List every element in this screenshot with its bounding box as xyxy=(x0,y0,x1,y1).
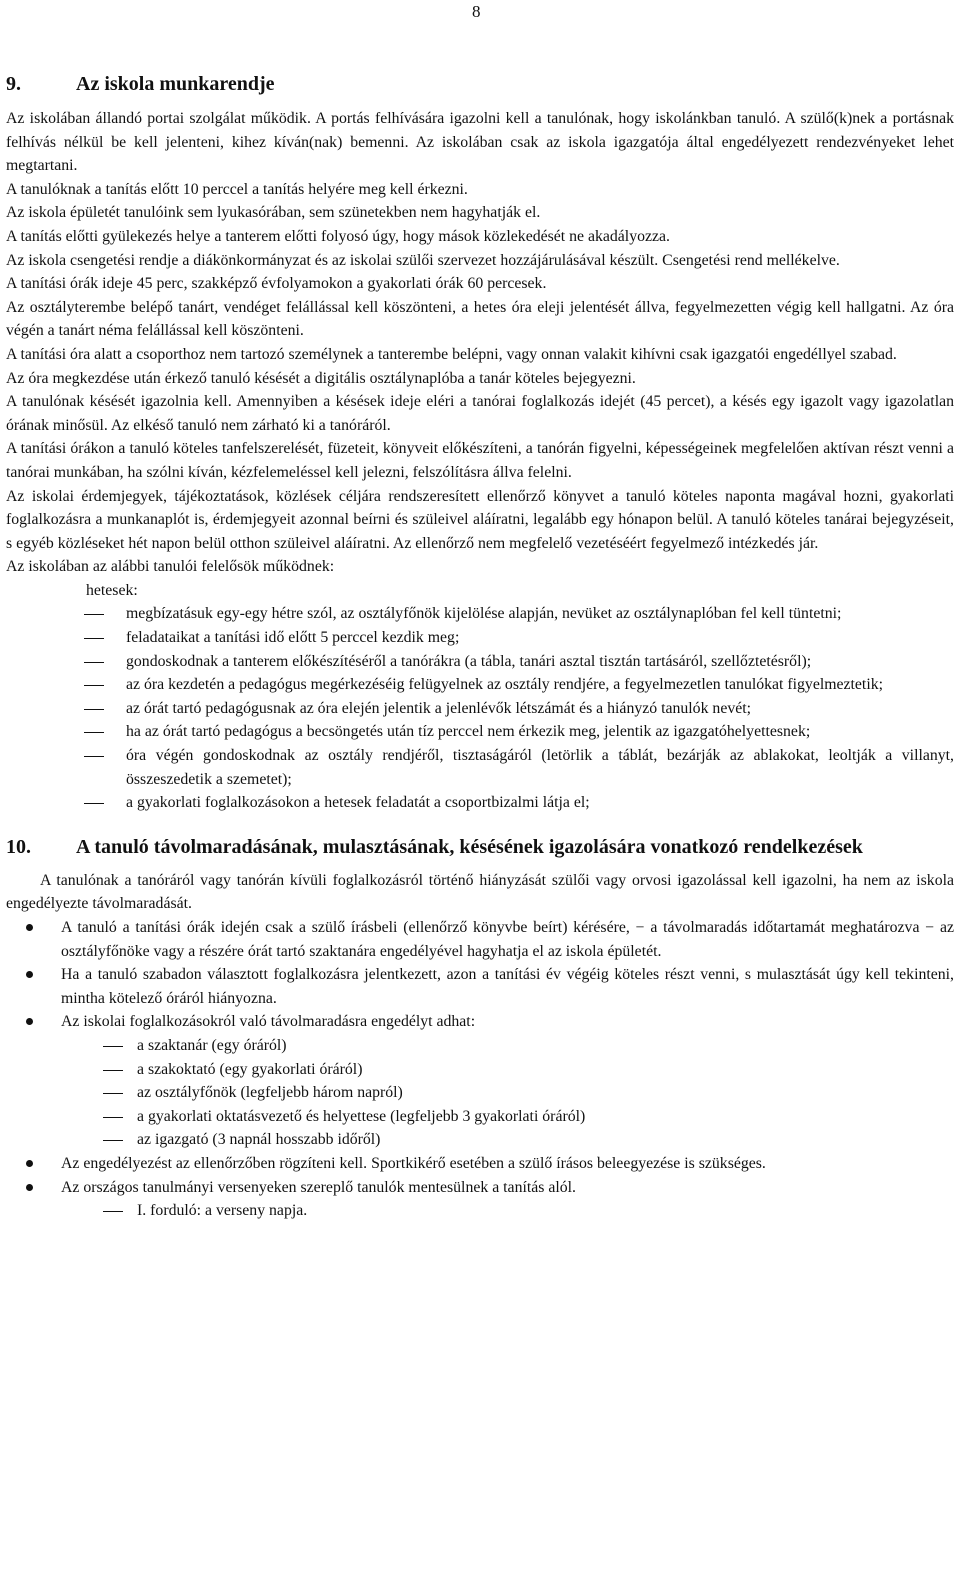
hetesek-label: hetesek: xyxy=(86,581,138,599)
paragraph: A tanítási órákon a tanuló köteles tanfelszerelését, füzeteit, könyveit előkészíteni, a tanórán figyelni, képességeinek megfelelően aktívan részt venni a tanórai munkában, ha szólni kíván, kézfelemeléssel kell jelezni, felszólításra állva felelni. xyxy=(6,440,954,481)
bullet-item xyxy=(6,963,954,1010)
bullet-item xyxy=(6,916,954,963)
list-item: az órát tartó pedagógusnak az óra elején jelentik a jelenlévők létszámát és a hiányzó tanulók nevét; xyxy=(78,697,954,721)
paragraph: Az óra megkezdése után érkező tanuló késését a digitális osztálynaplóba a tanár köteles bejegyezni. xyxy=(6,369,636,387)
paragraph: Az iskolai érdemjegyek, tájékoztatások, közlések céljára rendszeresített ellenőrző könyvet a tanuló köteles naponta magával hozni, gyakorlati foglalkozásra a munkanaplót is, érdemjegyeit azonnal beírni és szüleivel aláíratni, legalább egy hónapon belül. A tanuló köteles tanárai bejegyzéseit, s egyéb közléseket hét napon belül otthon szüleivel aláíratni. Az ellenőrző nem megfelelő vezetéséért fegyelmező intézkedés jár. xyxy=(6,487,954,552)
bullet-text: Az országos tanulmányi versenyeken szereplő tanulók mentesülnek a tanítás alól. xyxy=(61,1178,576,1196)
paragraph: A tanulóknak a tanítás előtt 10 perccel a tanítás helyére meg kell érkezni. xyxy=(6,180,468,198)
permission-list xyxy=(53,1034,954,1152)
list-item: óra végén gondoskodnak az osztály rendjéről, tisztaságáról (letörlik a táblát, bezárják az ablakokat, leoltják a villanyt, összeszedetik a szemetet); xyxy=(78,744,954,791)
bullet-text: Az engedélyezést az ellenőrzőben rögzíteni kell. Sportkikérő esetében a szülő írásos beleegyezése is szükséges. xyxy=(61,1154,766,1172)
section-9-title: Az iskola munkarendje xyxy=(76,73,275,95)
list-item: az igazgató (3 napnál hosszabb időről) xyxy=(97,1128,954,1152)
paragraph: A tanítás előtti gyülekezés helye a tanterem előtti folyosó úgy, hogy mások közlekedését ne akadályozza. xyxy=(6,227,670,245)
paragraph: Az iskolában az alábbi tanulói felelősök működnek: xyxy=(6,558,335,576)
section-9-heading xyxy=(6,70,954,98)
bullet-text: Ha a tanuló szabadon választott foglalkozásra jelentkezett, azon a tanítási év végéig köteles részt venni, s mulasztását úgy kell tekinteni, mintha kötelező óráról hiányozna. xyxy=(61,966,954,1007)
section-10-number: 10. xyxy=(6,835,31,858)
list-item: feladataikat a tanítási idő előtt 5 perccel kezdik meg; xyxy=(78,626,954,650)
list-item: megbízatásuk egy-egy hétre szól, az osztályfőnök kijelölése alapján, nevüket az osztálynaplóban fel kell tüntetni; xyxy=(78,602,954,626)
section-9-number: 9. xyxy=(6,73,21,95)
section-10-bullets xyxy=(6,916,954,1223)
bullet-item xyxy=(6,1176,954,1223)
bullet-text: Az iskolai foglalkozásokról való távolmaradásra engedélyt adhat: xyxy=(61,1013,476,1031)
section-10-heading xyxy=(6,833,954,861)
list-item: a szaktanár (egy óráról) xyxy=(97,1034,954,1058)
hetesek-list xyxy=(6,602,954,814)
paragraph: Az iskola épületét tanulóink sem lyukasórában, sem szünetekben nem hagyhatják el. xyxy=(6,204,541,222)
document-body xyxy=(6,70,954,1223)
paragraph: A tanítási órák ideje 45 perc, szakképző évfolyamokon a gyakorlati órák 60 percesek. xyxy=(6,275,547,293)
bullet-item xyxy=(6,1152,954,1176)
section-10-title: A tanuló távolmaradásának, mulasztásának, késésének igazolására vonatkozó rendelkezések xyxy=(76,835,863,858)
bullet-item xyxy=(6,1010,954,1152)
paragraph: Az osztályterembe belépő tanárt, vendéget felállással kell köszönteni, a hetes óra eleji jelentését állva, fegyelmezetten végig kell hallgatni. Az óra végén a tanárt néma felállással kell köszönteni. xyxy=(6,298,954,340)
paragraph: Az iskola csengetési rendje a diákönkormányzat és az iskolai szülői szervezet hozzájárulásával készült. Csengetési rend mellékelve. xyxy=(6,251,840,269)
section-10-intro: A tanulónak a tanóráról vagy tanórán kívüli foglalkozásról történő hiányzását szülői vagy orvosi igazolással kell igazolni, ha nem az iskola engedélyezte távolmaradását. xyxy=(6,871,954,913)
list-item: I. forduló: a verseny napja. xyxy=(97,1199,954,1223)
list-item: az óra kezdetén a pedagógus megérkezéséig felügyelnek az osztály rendjére, a fegyelmezetlen tanulókat figyelmeztetik; xyxy=(78,673,954,697)
list-item: a gyakorlati oktatásvezető és helyettese (legfeljebb 3 gyakorlati óráról) xyxy=(97,1105,954,1129)
list-item: a gyakorlati foglalkozásokon a hetesek feladatát a csoportbizalmi látja el; xyxy=(78,791,954,815)
list-item: ha az órát tartó pedagógus a becsöngetés után tíz perccel nem érkezik meg, jelentik az igazgatóhelyettesnek; xyxy=(78,720,954,744)
page-number: 8 xyxy=(472,2,481,21)
list-item: a szakoktató (egy gyakorlati óráról) xyxy=(97,1058,954,1082)
competition-list xyxy=(53,1199,954,1223)
list-item: gondoskodnak a tanterem előkészítéséről a tanórákra (a tábla, tanári asztal tisztán tartásáról, szellőztetésről); xyxy=(78,650,954,674)
paragraph: A tanulónak késését igazolnia kell. Amennyiben a késések ideje eléri a tanórai foglalkozás idejét (45 percet), a késés egy igazolt vagy igazolatlan órának minősül. Az elkéső tanuló nem zárható ki a tanóráról. xyxy=(6,393,954,434)
paragraph: A tanítási óra alatt a csoporthoz nem tartozó személynek a tanterembe belépni, vagy onnan valakit kihívni csak igazgatói engedéllyel szabad. xyxy=(6,345,897,363)
bullet-text: A tanuló a tanítási órák idején csak a szülő írásbeli (ellenőrző könyvbe beírt) kérésére, − a távolmaradás időtartamát meghatározva − az osztályfőnöke vagy a részére órát tartó szaktanára engedélyével hagyhatja el az iskola épületét. xyxy=(61,919,954,960)
list-item: az osztályfőnök (legfeljebb három napról) xyxy=(97,1081,954,1105)
paragraph: Az iskolában állandó portai szolgálat működik. A portás felhívására igazolni kell a tanulónak, hogy iskolánkban tanuló. A szülő(k)nek a portásnak felhívás nélkül be kell jelenteni, kihez kíván(nak) bemenni. Az iskolában csak az iskola igazgatója által engedélyezett rendezvényeket lehet megtartani. xyxy=(6,110,954,175)
